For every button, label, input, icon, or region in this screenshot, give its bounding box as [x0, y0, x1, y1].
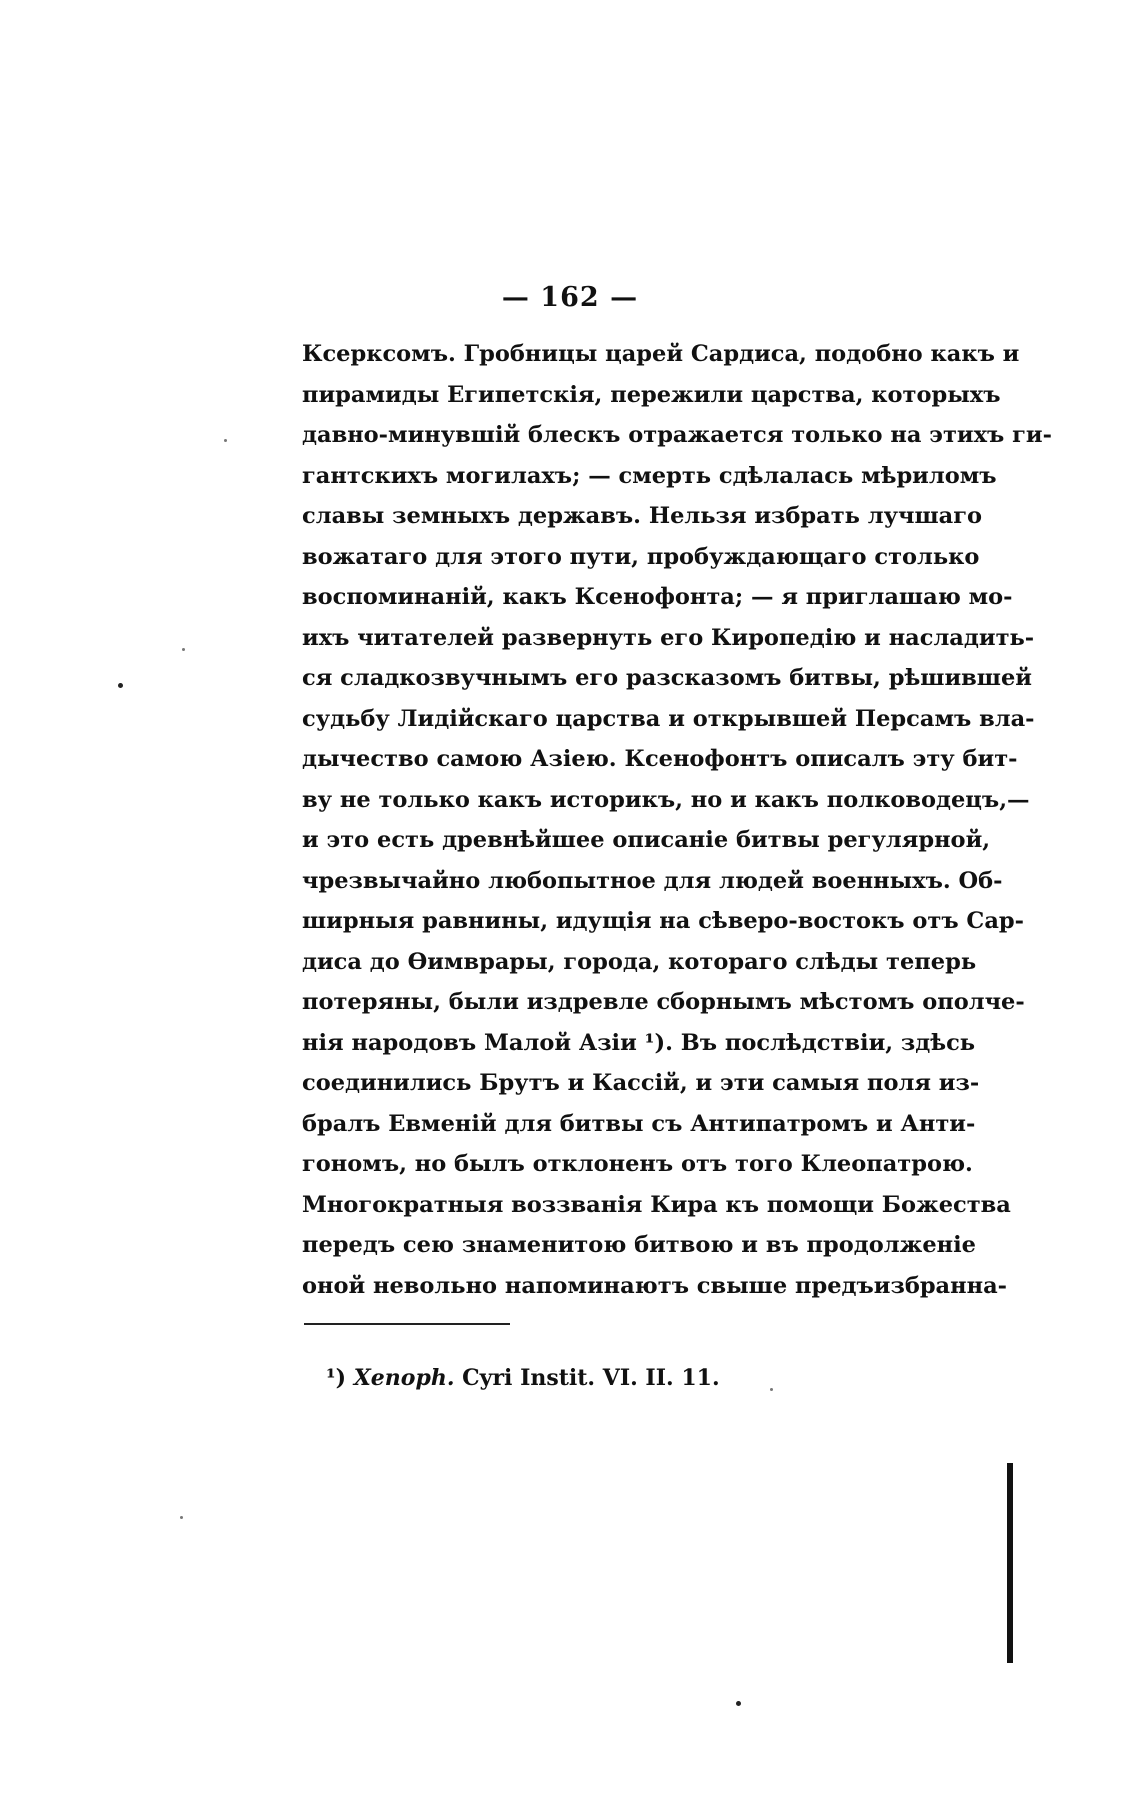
- scan-speck: [118, 683, 123, 688]
- text-line: Ксерксомъ. Гробницы царей Сардиса, подобно какъ и: [302, 341, 1020, 367]
- text-line: дычество самою Азіею. Ксенофонтъ описалъ эту бит-: [302, 746, 1018, 772]
- footnote-marker: ¹): [326, 1365, 347, 1391]
- text-line: давно-минувшій блескъ отражается только на этихъ ги-: [302, 422, 1052, 448]
- scan-margin-mark: [1007, 1463, 1013, 1663]
- text-line: оной невольно напоминаютъ свыше предъизбранна-: [302, 1272, 1007, 1299]
- text-line: чрезвычайно любопытное для людей военныхъ. Об-: [302, 867, 1003, 894]
- text-line: гантскихъ могилахъ; — смерть сдѣлалась мѣриломъ: [302, 462, 997, 489]
- text-line: пирамиды Египетскія, пережили царства, которыхъ: [302, 381, 1001, 408]
- text-line: передъ сею знаменитою битвою и въ продолженіе: [302, 1232, 976, 1258]
- footnote-author: Xenoph.: [353, 1365, 455, 1391]
- page-number: — 162 —: [501, 282, 639, 313]
- text-line: ширныя равнины, идущія на сѣверо-востокъ отъ Сар-: [302, 908, 1024, 934]
- text-line: бралъ Евменій для битвы съ Антипатромъ и Анти-: [302, 1110, 976, 1137]
- text-line: Многократныя воззванія Кира къ помощи Божества: [302, 1191, 1011, 1218]
- text-line: ву не только какъ историкъ, но и какъ полководецъ,—: [302, 786, 1030, 813]
- text-line: нія народовъ Малой Азіи ¹). Въ послѣдствіи, здѣсь: [302, 1029, 976, 1056]
- footnote-divider: [304, 1323, 510, 1325]
- scan-speck: [224, 439, 227, 442]
- text-line: славы земныхъ державъ. Нельзя избрать лучшаго: [302, 503, 983, 529]
- scan-speck: [736, 1701, 741, 1706]
- scan-speck: [180, 1516, 183, 1519]
- text-line: ся сладкозвучнымъ его разсказомъ битвы, рѣшившей: [302, 665, 1032, 691]
- scan-speck: [770, 1388, 773, 1391]
- body-text: [302, 334, 1052, 1306]
- text-line: судьбу Лидійскаго царства и открывшей Персамъ вла-: [302, 705, 1035, 732]
- text-line: диса до Ѳимвpaры, города, котораго слѣды теперь: [302, 948, 977, 975]
- footnote-reference: Cyri Instit. VI. II. 11.: [462, 1365, 720, 1391]
- text-line: гономъ, но былъ отклоненъ отъ того Клеопатрою.: [302, 1151, 973, 1177]
- text-line: соединились Брутъ и Кассій, и эти самыя поля из-: [302, 1070, 980, 1096]
- text-line: ихъ читателей развернуть его Киропедію и насладить-: [302, 624, 1035, 651]
- text-line: вожатаго для этого пути, пробуждающаго столько: [302, 543, 980, 570]
- scan-speck: [182, 648, 185, 651]
- text-line: потеряны, были издревле сборнымъ мѣстомъ ополче-: [302, 989, 1025, 1015]
- text-line: и это есть древнѣйшее описаніе битвы регулярной,: [302, 827, 991, 853]
- text-line: воспоминаній, какъ Ксенофонта; — я приглашаю мо-: [302, 584, 1013, 610]
- footnote: [326, 1365, 720, 1391]
